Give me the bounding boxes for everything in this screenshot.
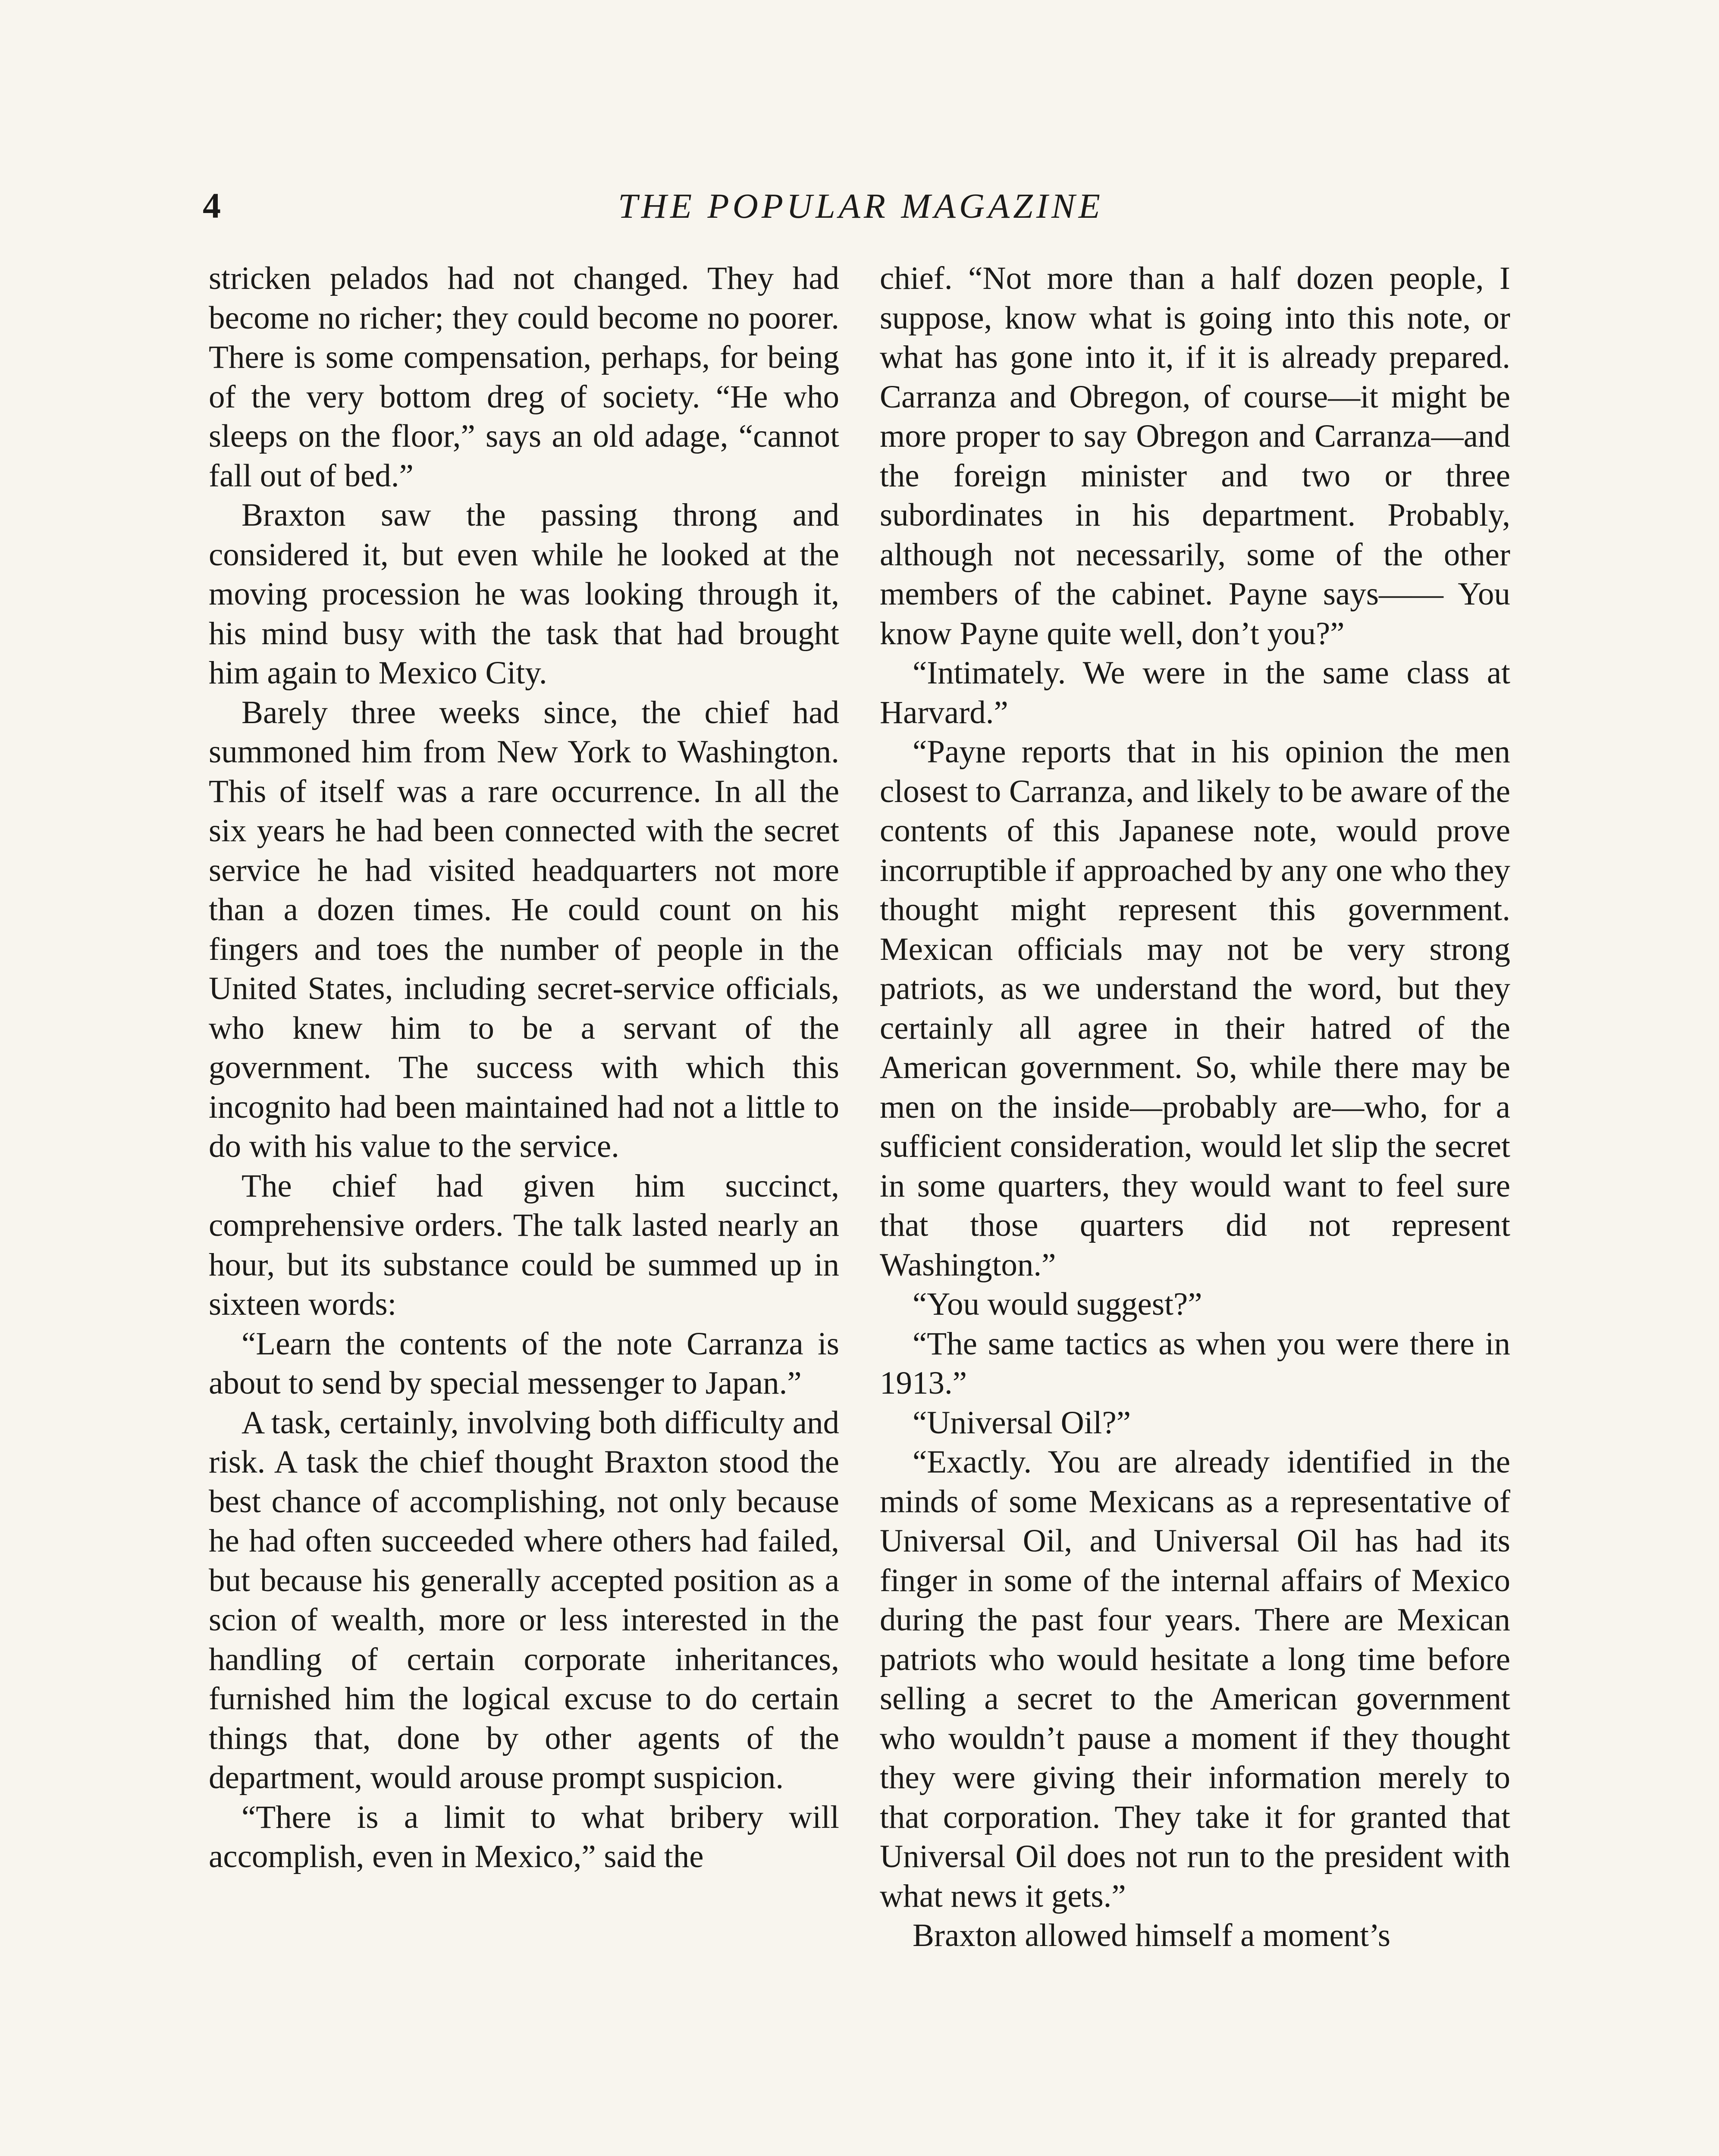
paragraph: The chief had given him succinct, comprehensive orders. The talk lasted nearly an hour, but its substance could be summed up in sixteen words: [209,1168,839,1322]
paragraph: “The same tactics as when you were there in 1913.” [880,1326,1510,1401]
page-header [203,180,1519,232]
page-number: 4 [203,186,221,226]
paragraph: “There is a limit to what bribery will accomplish, even in Mexico,” said the [209,1799,839,1874]
paragraph: Braxton allowed himself a moment’s [913,1918,1391,1953]
paragraph: A task, certainly, involving both difficulty and risk. A task the chief thought Braxton stood the best chance of accomplishing, not only because he had often succeeded where others had failed, but because his generally accepted position as a scion of wealth, more or less interested in the handling of certain corporate inheritances, furnished him the logical excuse to do certain things that, done by other agents of the department, would arouse prompt suspicion. [209,1404,839,1796]
left-column [209,259,839,1877]
paragraph: “Learn the contents of the note Carranza is about to send by special messenger to Japan.” [209,1326,839,1401]
paragraph: Braxton saw the passing throng and considered it, but even while he looked at the moving procession he was looking through it, his mind busy with the task that had brought him again to Mexico City. [209,497,839,691]
paragraph: “Universal Oil?” [913,1404,1131,1441]
paragraph: stricken pelados had not changed. They had become no richer; they could become no poorer. There is some compensation, perhaps, for being of the very bottom dreg of society. “He who sleeps on the floor,” says an old adage, “cannot fall out of bed.” [209,260,839,494]
paragraph: chief. “Not more than a half dozen people, I suppose, know what is going into this note, or what has gone into it, if it is already prepared. Carranza and Obregon, of course—it might be more proper to say Obregon and Carranza—and the foreign minister and two or three subordinates in his department. Probably, although not necessarily, some of the other members of the cabinet. Payne says—— You know Payne quite well, don’t you?” [880,260,1510,652]
running-head: THE POPULAR MAGAZINE [618,186,1104,226]
paragraph: “You would suggest?” [913,1286,1202,1322]
paragraph: “Intimately. We were in the same class at Harvard.” [880,655,1510,730]
paragraph: Barely three weeks since, the chief had summoned him from New York to Washington. This of itself was a rare occurrence. In all the six years he had been connected with the secret service he had visited headquarters not more than a dozen times. He could count on his fingers and toes the number of people in the United States, including secret-service officials, who knew him to be a servant of the government. The success with which this incognito had been maintained had not a little to do with his value to the service. [209,694,839,1164]
right-column [880,259,1510,1955]
paragraph: “Exactly. You are already identified in the minds of some Mexicans as a representative of Universal Oil, and Universal Oil has had its finger in some of the internal affairs of Mexico during the past four years. There are Mexican patriots who would hesitate a long time before selling a secret to the American government who wouldn’t pause a moment if they thought they were giving their information merely to that corporation. They take it for granted that Universal Oil does not run to the president with what news it gets.” [880,1444,1510,1914]
paragraph: “Payne reports that in his opinion the men closest to Carranza, and likely to be aware of the contents of this Japanese note, would prove incorruptible if approached by any one who they thought might represent this government. Mexican officials may not be very strong patriots, as we understand the word, but they certainly all agree in their hatred of the American government. So, while there may be men on the inside—probably are—who, for a sufficient consideration, would let slip the secret in some quarters, they would want to feel sure that those quarters did not represent Washington.” [880,734,1510,1283]
